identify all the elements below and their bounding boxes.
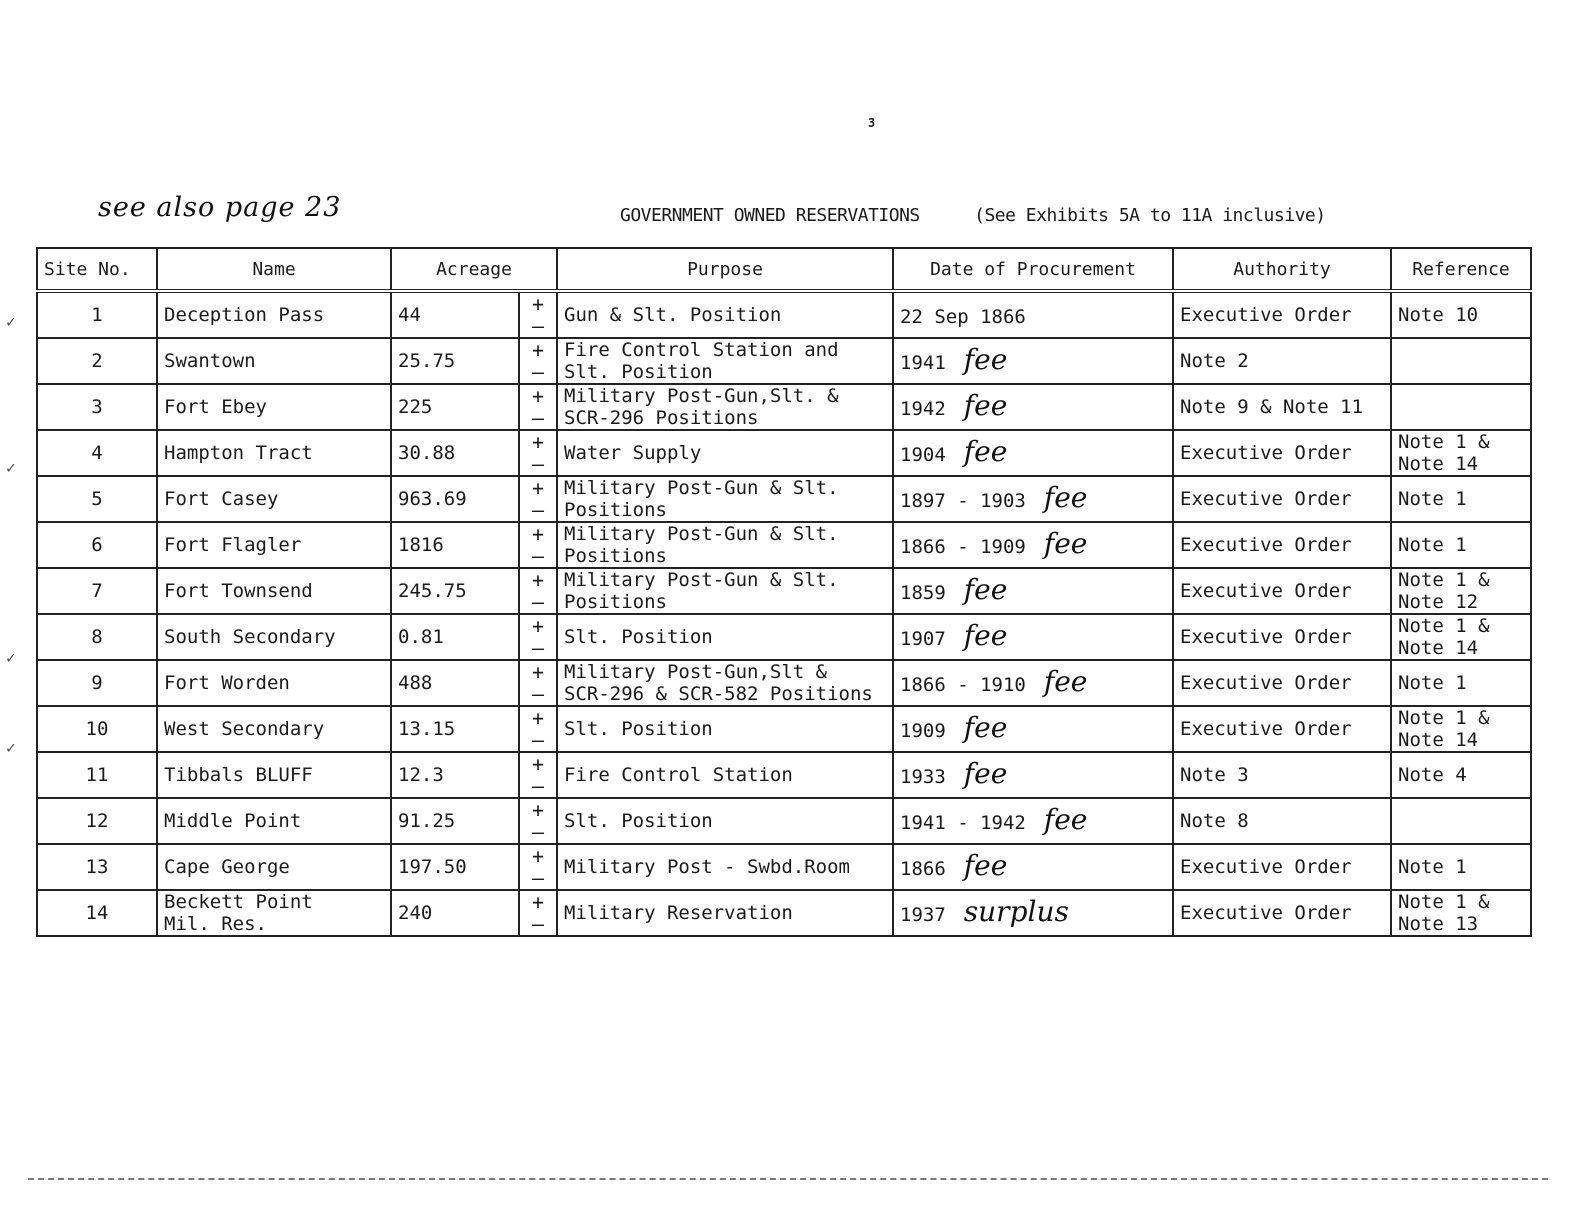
cell-name [157,568,391,614]
name-text: Fort Flagler [164,534,302,556]
cell-purpose [557,752,893,798]
cell-name [157,384,391,430]
authority-text: Executive Order [1180,488,1352,510]
acreage-text: 245.75 [398,580,467,602]
cell-date [893,476,1173,522]
cell-acreage [391,522,519,568]
cell-site [37,476,157,522]
purpose-text: Fire Control Station [564,764,793,786]
acreage-text: 12.3 [398,764,444,786]
authority-text: Note 3 [1180,764,1249,786]
date-text: 1941 [900,351,946,374]
authority-text: Executive Order [1180,534,1352,556]
handwritten-note: see also page 23 [98,192,342,223]
cell-authority [1173,430,1391,476]
date-text: 1866 - 1909 [900,535,1026,558]
name-text: Fort Ebey [164,396,267,418]
name-text: Beckett Point Mil. Res. [164,891,313,935]
cell-site [37,614,157,660]
table-row [37,568,1531,614]
purpose-text: Slt. Position [564,718,713,740]
plus-minus-mark: + — [519,384,557,430]
cell-acreage [391,568,519,614]
cell-purpose [557,798,893,844]
handwritten-annotation: fee [1043,526,1088,560]
cell-site [37,384,157,430]
table-row [37,890,1531,936]
table-row [37,614,1531,660]
date-text: 1866 - 1910 [900,673,1026,696]
cell-authority [1173,798,1391,844]
name-text: Fort Worden [164,672,290,694]
cell-authority [1173,476,1391,522]
purpose-text: Fire Control Station and Slt. Position [564,339,839,383]
cell-authority [1173,752,1391,798]
cell-acreage [391,384,519,430]
site-text: 13 [85,856,109,878]
handwritten-annotation: fee [963,388,1008,422]
cell-authority [1173,384,1391,430]
cell-reference [1391,430,1531,476]
cell-date [893,752,1173,798]
table-row [37,706,1531,752]
date-text: 1909 [900,719,946,742]
plus-minus-mark: + — [519,706,557,752]
cell-purpose [557,844,893,890]
site-text: 14 [85,902,109,924]
cell-acreage [391,430,519,476]
name-text: Tibbals BLUFF [164,764,313,786]
site-text: 6 [91,534,103,556]
check-mark-icon: ✓ [6,458,16,477]
cell-reference [1391,660,1531,706]
table-row [37,338,1531,384]
plus-minus-mark: + — [519,338,557,384]
acreage-text: 197.50 [398,856,467,878]
acreage-text: 0.81 [398,626,444,648]
handwritten-annotation: fee [1043,480,1088,514]
header-acreage: Acreage [391,248,557,291]
purpose-text: Military Post-Gun & Slt. Positions [564,477,839,521]
name-text: Fort Townsend [164,580,313,602]
header-authority: Authority [1173,248,1391,291]
authority-text: Executive Order [1180,856,1352,878]
header-date: Date of Procurement [893,248,1173,291]
cell-site [37,660,157,706]
table-row [37,660,1531,706]
cell-name [157,706,391,752]
reference-text: Note 1 & Note 13 [1398,891,1490,935]
plus-minus-mark: + — [519,844,557,890]
cell-purpose [557,476,893,522]
name-text: West Secondary [164,718,325,740]
reference-text: Note 1 [1398,488,1467,510]
site-text: 11 [85,764,109,786]
plus-minus-mark: + — [519,614,557,660]
handwritten-annotation: fee [963,756,1008,790]
date-text: 1904 [900,443,946,466]
acreage-text: 13.15 [398,718,456,740]
cell-date [893,890,1173,936]
plus-minus-mark: + — [519,522,557,568]
cell-reference [1391,568,1531,614]
acreage-text: 91.25 [398,810,456,832]
cell-acreage [391,291,519,338]
cell-reference [1391,844,1531,890]
plus-minus-mark: + — [519,798,557,844]
table-row [37,752,1531,798]
site-text: 12 [85,810,109,832]
plus-minus-mark: + — [519,752,557,798]
title-text: GOVERNMENT OWNED RESERVATIONS [620,205,920,226]
authority-text: Note 8 [1180,810,1249,832]
cell-date [893,798,1173,844]
purpose-text: Military Post-Gun & Slt. Positions [564,569,839,613]
cell-authority [1173,291,1391,338]
cell-purpose [557,568,893,614]
cell-name [157,522,391,568]
plus-minus-mark: + — [519,568,557,614]
cell-date [893,844,1173,890]
site-text: 9 [91,672,103,694]
date-text: 1866 [900,857,946,880]
reference-text: Note 1 & Note 14 [1398,615,1490,659]
handwritten-annotation: fee [1043,802,1088,836]
reference-text: Note 4 [1398,764,1467,786]
cell-date [893,660,1173,706]
cell-reference [1391,522,1531,568]
cell-site [37,522,157,568]
cell-authority [1173,614,1391,660]
reference-text: Note 1 & Note 12 [1398,569,1490,613]
cell-acreage [391,338,519,384]
cell-authority [1173,890,1391,936]
authority-text: Note 2 [1180,350,1249,372]
acreage-text: 30.88 [398,442,456,464]
purpose-text: Military Post - Swbd.Room [564,856,850,878]
authority-text: Executive Order [1180,672,1352,694]
authority-text: Executive Order [1180,902,1352,924]
cell-site [37,291,157,338]
plus-minus-mark: + — [519,890,557,936]
cell-name [157,844,391,890]
site-text: 8 [91,626,103,648]
cell-date [893,430,1173,476]
authority-text: Note 9 & Note 11 [1180,396,1364,418]
cell-date [893,522,1173,568]
cell-purpose [557,614,893,660]
cell-reference [1391,706,1531,752]
cell-reference [1391,890,1531,936]
plus-minus-mark: + — [519,660,557,706]
table-row [37,430,1531,476]
table-body [37,291,1531,936]
check-mark-icon: ✓ [6,648,16,667]
cell-acreage [391,890,519,936]
cell-authority [1173,706,1391,752]
cell-name [157,614,391,660]
reference-text: Note 1 [1398,672,1467,694]
purpose-text: Military Post-Gun,Slt. & SCR-296 Positions [564,385,839,429]
cell-acreage [391,798,519,844]
cell-date [893,338,1173,384]
acreage-text: 240 [398,902,433,924]
date-text: 1933 [900,765,946,788]
cell-authority [1173,844,1391,890]
cell-site [37,844,157,890]
date-text: 1942 [900,397,946,420]
handwritten-annotation: fee [963,618,1008,652]
bottom-dash-line [28,1178,1548,1180]
cell-name [157,890,391,936]
header-site-no: Site No. [37,248,157,291]
cell-authority [1173,660,1391,706]
handwritten-annotation: fee [963,342,1008,376]
cell-date [893,706,1173,752]
cell-acreage [391,706,519,752]
acreage-text: 1816 [398,534,444,556]
cell-purpose [557,660,893,706]
authority-text: Executive Order [1180,304,1352,326]
cell-purpose [557,430,893,476]
cell-date [893,568,1173,614]
acreage-text: 44 [398,304,421,326]
purpose-text: Military Reservation [564,902,793,924]
name-text: Hampton Tract [164,442,313,464]
cell-name [157,291,391,338]
handwritten-annotation: fee [963,572,1008,606]
cell-name [157,660,391,706]
cell-date [893,384,1173,430]
page-number: 3 [868,116,876,130]
plus-minus-mark: + — [519,430,557,476]
site-text: 2 [91,350,103,372]
table-row [37,291,1531,338]
cell-reference [1391,384,1531,430]
date-text: 1937 [900,903,946,926]
purpose-text: Slt. Position [564,626,713,648]
cell-acreage [391,660,519,706]
purpose-text: Slt. Position [564,810,713,832]
cell-reference [1391,476,1531,522]
table-row [37,844,1531,890]
cell-acreage [391,752,519,798]
acreage-text: 963.69 [398,488,467,510]
cell-site [37,568,157,614]
cell-reference [1391,614,1531,660]
authority-text: Executive Order [1180,626,1352,648]
check-mark-icon: ✓ [6,738,16,757]
name-text: South Secondary [164,626,336,648]
handwritten-annotation: fee [963,710,1008,744]
reference-text: Note 1 & Note 14 [1398,707,1490,751]
reference-text: Note 1 [1398,856,1467,878]
cell-site [37,430,157,476]
cell-site [37,752,157,798]
table-row [37,522,1531,568]
name-text: Fort Casey [164,488,279,510]
cell-acreage [391,476,519,522]
cell-name [157,338,391,384]
cell-authority [1173,522,1391,568]
handwritten-annotation: fee [963,848,1008,882]
cell-purpose [557,522,893,568]
site-text: 4 [91,442,103,464]
cell-name [157,476,391,522]
cell-purpose [557,706,893,752]
date-text: 1897 - 1903 [900,489,1026,512]
cell-name [157,430,391,476]
purpose-text: Military Post-Gun,Slt & SCR-296 & SCR-582 Positions [564,661,873,705]
table-row [37,798,1531,844]
cell-reference [1391,798,1531,844]
site-text: 1 [91,304,103,326]
plus-minus-mark: + — [519,476,557,522]
site-text: 5 [91,488,103,510]
cell-purpose [557,890,893,936]
date-text: 1941 - 1942 [900,811,1026,834]
header-reference: Reference [1391,248,1531,291]
purpose-text: Gun & Slt. Position [564,304,782,326]
date-text: 22 Sep 1866 [900,305,1026,328]
cell-date [893,614,1173,660]
site-text: 10 [85,718,109,740]
name-text: Cape George [164,856,290,878]
purpose-text: Water Supply [564,442,702,464]
handwritten-annotation: fee [963,434,1008,468]
header-name: Name [157,248,391,291]
check-mark-icon: ✓ [6,312,16,331]
date-text: 1859 [900,581,946,604]
cell-site [37,338,157,384]
cell-purpose [557,384,893,430]
cell-purpose [557,291,893,338]
purpose-text: Military Post-Gun & Slt. Positions [564,523,839,567]
cell-authority [1173,568,1391,614]
acreage-text: 25.75 [398,350,456,372]
title-subtitle: (See Exhibits 5A to 11A inclusive) [974,205,1326,226]
authority-text: Executive Order [1180,442,1352,464]
cell-reference [1391,291,1531,338]
reference-text: Note 1 [1398,534,1467,556]
cell-name [157,752,391,798]
handwritten-annotation: surplus [963,894,1069,928]
name-text: Deception Pass [164,304,325,326]
table-row [37,476,1531,522]
cell-purpose [557,338,893,384]
page-title [620,205,1326,226]
site-text: 3 [91,396,103,418]
cell-site [37,890,157,936]
name-text: Swantown [164,350,256,372]
site-text: 7 [91,580,103,602]
table-row [37,384,1531,430]
cell-authority [1173,338,1391,384]
cell-name [157,798,391,844]
authority-text: Executive Order [1180,580,1352,602]
acreage-text: 488 [398,672,433,694]
date-text: 1907 [900,627,946,650]
name-text: Middle Point [164,810,302,832]
cell-reference [1391,338,1531,384]
cell-acreage [391,844,519,890]
reservations-table [36,247,1532,937]
cell-site [37,798,157,844]
cell-site [37,706,157,752]
plus-minus-mark: + — [519,291,557,338]
authority-text: Executive Order [1180,718,1352,740]
header-purpose: Purpose [557,248,893,291]
table-header-row [37,248,1531,291]
cell-reference [1391,752,1531,798]
acreage-text: 225 [398,396,433,418]
reference-text: Note 10 [1398,304,1479,326]
handwritten-annotation: fee [1043,664,1088,698]
reference-text: Note 1 & Note 14 [1398,431,1490,475]
cell-acreage [391,614,519,660]
cell-date [893,291,1173,338]
